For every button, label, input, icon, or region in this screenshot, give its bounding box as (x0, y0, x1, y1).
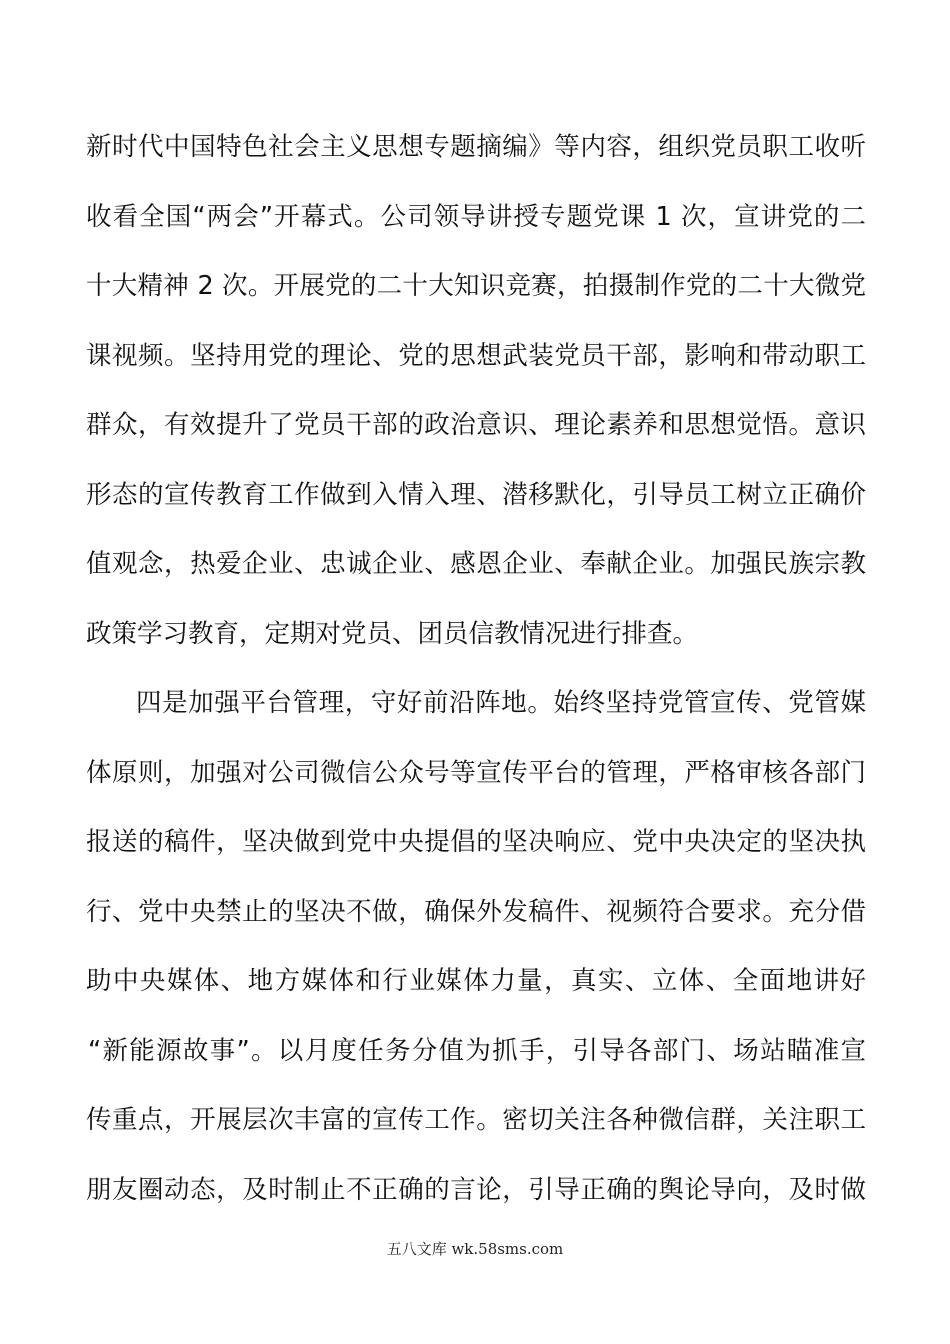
paragraph-line: 形态的宣传教育工作做到入情入理、潜移默化，引导员工树立正确价 (86, 480, 866, 510)
paragraph-line: 体原则，加强对公司微信公众号等宣传平台的管理，严格审核各部门 (86, 758, 866, 788)
footer-watermark: 五八文库 wk.58sms.com (386, 1240, 564, 1258)
paragraph-line: 朋友圈动态，及时制止不正确的言论，引导正确的舆论导向，及时做 (86, 1175, 866, 1205)
paragraph-line: 新时代中国特色社会主义思想专题摘编》等内容，组织党员职工收听 (86, 132, 866, 162)
paragraph-line: 值观念，热爱企业、忠诚企业、感恩企业、奉献企业。加强民族宗教 (86, 549, 866, 579)
paragraph-line: 收看全国“两会”开幕式。公司领导讲授专题党课 1 次，宣讲党的二 (86, 202, 866, 232)
paragraph-line: 课视频。坚持用党的理论、党的思想武装党员干部，影响和带动职工 (86, 341, 866, 371)
paragraph-line: 政策学习教育，定期对党员、团员信教情况进行排查。 (86, 619, 699, 649)
paragraph-line: 助中央媒体、地方媒体和行业媒体力量，真实、立体、全面地讲好 (86, 966, 866, 996)
paragraph-line: 十大精神 2 次。开展党的二十大知识竞赛，拍摄制作党的二十大微党 (86, 271, 866, 301)
paragraph-line: 行、党中央禁止的坚决不做，确保外发稿件、视频符合要求。充分借 (86, 897, 866, 927)
paragraph-line: “新能源故事”。以月度任务分值为抓手，引导各部门、场站瞄准宣 (88, 1036, 866, 1066)
paragraph-line: 传重点，开展层次丰富的宣传工作。密切关注各种微信群，关注职工 (86, 1105, 866, 1135)
paragraph-line: 报送的稿件，坚决做到党中央提倡的坚决响应、党中央决定的坚决执 (86, 827, 866, 857)
paragraph-line: 群众，有效提升了党员干部的政治意识、理论素养和思想觉悟。意识 (86, 410, 866, 440)
paragraph-line: 四是加强平台管理，守好前沿阵地。始终坚持党管宣传、党管媒 (136, 688, 866, 718)
